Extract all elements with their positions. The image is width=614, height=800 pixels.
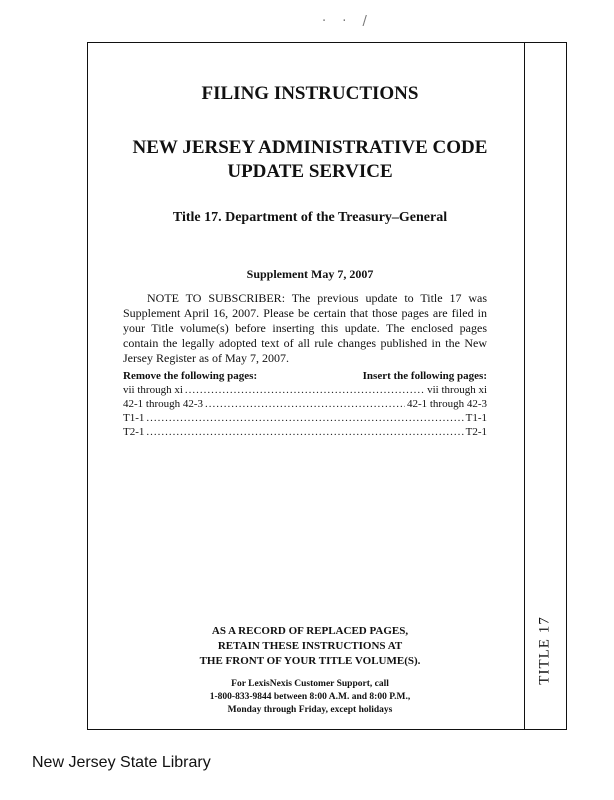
- record-notice-line3: THE FRONT OF YOUR TITLE VOLUME(S).: [199, 655, 421, 667]
- list-item: [123, 383, 487, 397]
- code-heading-line2: UPDATE SERVICE: [227, 161, 393, 182]
- title-tab: [530, 610, 560, 690]
- insert-pages: T1-1: [465, 412, 487, 424]
- record-notice: [150, 624, 470, 669]
- subscriber-note: NOTE TO SUBSCRIBER: The previous update to Title 17 was Supplement April 16, 2007. Please be certain that those pages are filed in your Title volume(s) before inserting this update. The enclosed pages contain the legally adopted text of all rule changes published in the New Jersey Register as of May 7, 2007.: [123, 291, 487, 365]
- insert-pages: vii through xi: [427, 384, 487, 396]
- list-item: [123, 425, 487, 439]
- remove-pages: vii through xi: [123, 384, 183, 396]
- title-tab-label: TITLE 17: [536, 615, 553, 685]
- page-list-header: [123, 369, 487, 383]
- support-line1: For LexisNexis Customer Support, call: [231, 679, 389, 689]
- remove-header: Remove the following pages:: [123, 370, 258, 382]
- library-stamp: New Jersey State Library: [32, 754, 211, 771]
- scan-mark: · · /: [322, 14, 373, 29]
- dot-leader: [185, 383, 425, 397]
- support-phone: 1-800-833-9844 between 8:00 A.M. and 8:00 P.M.,: [209, 692, 411, 702]
- tab-divider: [524, 42, 525, 730]
- record-notice-line2: RETAIN THESE INSTRUCTIONS AT: [217, 640, 403, 652]
- support-hours: Monday through Friday, except holidays: [227, 705, 393, 715]
- dot-leader: [146, 411, 463, 425]
- code-heading-line1: NEW JERSEY ADMINISTRATIVE CODE: [132, 137, 488, 158]
- code-heading: [110, 136, 510, 184]
- list-item: [123, 397, 487, 411]
- page-title: FILING INSTRUCTIONS: [201, 83, 419, 104]
- insert-header: Insert the following pages:: [362, 370, 487, 382]
- remove-pages: T2-1: [123, 426, 145, 438]
- remove-pages: 42-1 through 42-3: [123, 398, 204, 410]
- remove-pages: T1-1: [123, 412, 145, 424]
- title-heading: Title 17. Department of the Treasury–General: [172, 210, 448, 225]
- support-info: [150, 678, 470, 717]
- insert-pages: T2-1: [465, 426, 487, 438]
- record-notice-line1: AS A RECORD OF REPLACED PAGES,: [211, 625, 409, 637]
- list-item: [123, 411, 487, 425]
- page-replacement-list: [123, 369, 487, 439]
- supplement-date: Supplement May 7, 2007: [246, 267, 374, 281]
- dot-leader: [205, 397, 405, 411]
- insert-pages: 42-1 through 42-3: [406, 398, 487, 410]
- dot-leader: [146, 425, 463, 439]
